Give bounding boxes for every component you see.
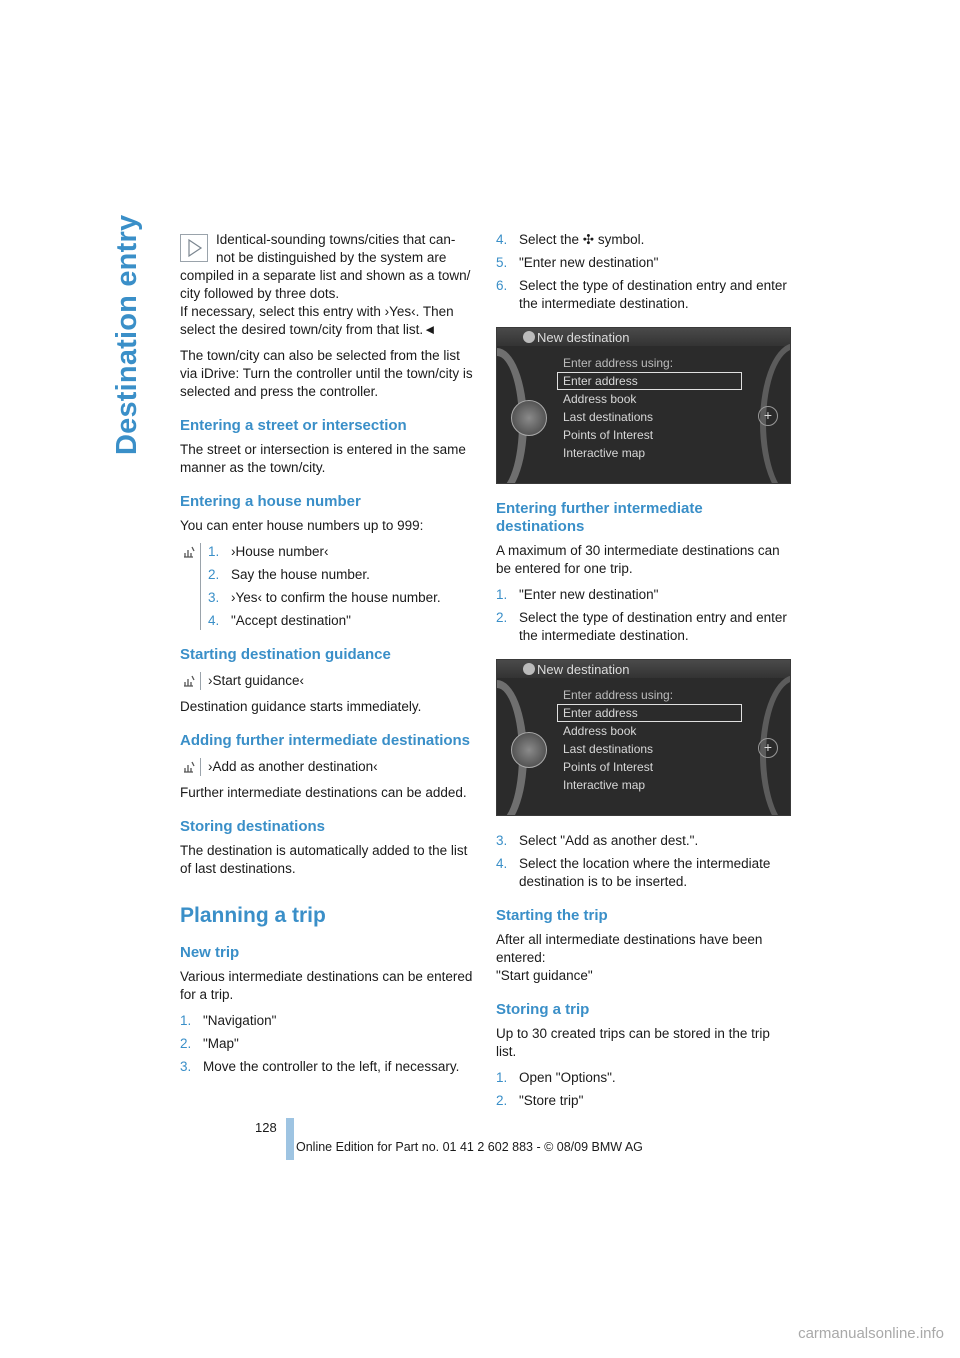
menu-item: Points of Interest bbox=[563, 760, 654, 774]
guidance-voice bbox=[180, 672, 475, 690]
note-rest: compiled in a separate list and shown as a town/ city followed by three dots. bbox=[180, 268, 471, 301]
list-item: 2. Select the type of destination entry and enter the intermediate destination. bbox=[496, 610, 787, 643]
controller-knob-icon bbox=[511, 400, 547, 436]
list-item: 1. "Enter new destination" bbox=[496, 587, 659, 602]
menu-header: Enter address using: bbox=[563, 688, 674, 702]
street-text: The street or intersection is entered in the same manner as the town/city. bbox=[180, 442, 466, 475]
voice-command-text: ›Add as another destination‹ bbox=[208, 759, 378, 774]
adding-voice bbox=[180, 758, 475, 776]
heading-house: Entering a house number bbox=[180, 493, 361, 510]
note-line-1: Identical-sounding towns/cities that can- bbox=[216, 232, 456, 247]
heading-newtrip: New trip bbox=[180, 944, 240, 961]
menu-item: Enter address bbox=[563, 374, 638, 388]
list-item: 4. Select the ✣ symbol. bbox=[496, 232, 645, 247]
list-item: 4. "Accept destination" bbox=[208, 613, 351, 628]
guidance-text: Destination guidance starts immediately. bbox=[180, 699, 422, 714]
list-item: 1. Open "Options". bbox=[496, 1070, 616, 1085]
screen-title: New destination bbox=[537, 330, 630, 345]
list-item: 3. Select "Add as another dest.". bbox=[496, 833, 699, 848]
menu-item: Points of Interest bbox=[563, 428, 654, 442]
footer-accent-bar bbox=[286, 1118, 294, 1160]
start-text-1: After all intermediate destinations have been entered: bbox=[496, 932, 763, 965]
list-item: 2. "Map" bbox=[180, 1036, 239, 1051]
list-item: 3. Move the controller to the left, if necessary. bbox=[180, 1059, 460, 1074]
list-item: 5. "Enter new destination" bbox=[496, 255, 659, 270]
heading-store-trip: Storing a trip bbox=[496, 1001, 590, 1018]
settings-icon bbox=[523, 663, 535, 675]
voice-command-icon bbox=[182, 545, 196, 559]
newtrip-text: Various intermediate destinations can be entered for a trip. bbox=[180, 969, 473, 1002]
right-column bbox=[496, 231, 791, 1115]
page-number: 128 bbox=[255, 1120, 277, 1135]
menu-item: Address book bbox=[563, 724, 637, 738]
further-text: A maximum of 30 intermediate destinations can be entered for one trip. bbox=[496, 543, 780, 576]
menu-item: Interactive map bbox=[563, 446, 646, 460]
screen-menu bbox=[563, 686, 673, 794]
heading-adding: Adding further intermediate destinations bbox=[180, 732, 471, 749]
menu-item: Address book bbox=[563, 392, 637, 406]
idrive-screenshot-2 bbox=[496, 659, 791, 816]
house-text: You can enter house numbers up to 999: bbox=[180, 518, 424, 533]
screen-menu bbox=[563, 354, 673, 462]
plus-icon: + bbox=[758, 406, 778, 426]
heading-guidance: Starting destination guidance bbox=[180, 646, 391, 663]
note-block bbox=[180, 231, 475, 339]
town-select-text: The town/city can also be selected from the list via iDrive: Turn the controller until the town/city is selected and press the controller. bbox=[180, 348, 473, 399]
heading-street: Entering a street or intersection bbox=[180, 417, 407, 434]
left-column bbox=[180, 231, 475, 1081]
menu-item: Last destinations bbox=[563, 742, 654, 756]
store-text: Up to 30 created trips can be stored in the trip list. bbox=[496, 1026, 770, 1059]
menu-item: Interactive map bbox=[563, 778, 646, 792]
storing-text: The destination is automatically added to the list of last destinations. bbox=[180, 843, 468, 876]
heading-storing: Storing destinations bbox=[180, 818, 326, 835]
settings-icon bbox=[523, 331, 535, 343]
start-text-2: "Start guidance" bbox=[496, 968, 593, 983]
heading-start-trip: Starting the trip bbox=[496, 907, 608, 924]
list-item: 1. "Navigation" bbox=[180, 1013, 277, 1028]
list-item: 4. Select the location where the intermediate destination is to be inserted. bbox=[496, 856, 771, 889]
voice-command-text: ›Start guidance‹ bbox=[208, 673, 305, 688]
list-item: 2. Say the house number. bbox=[208, 567, 370, 582]
note-line-2: not be distinguished by the system are bbox=[216, 250, 447, 265]
heading-planning: Planning a trip bbox=[180, 904, 326, 927]
menu-header: Enter address using: bbox=[563, 356, 674, 370]
house-voice-steps bbox=[180, 543, 475, 630]
screen-title: New destination bbox=[537, 662, 630, 677]
list-item: 1. ›House number‹ bbox=[208, 544, 329, 559]
footer-edition-text: Online Edition for Part no. 01 41 2 602 883 - © 08/09 BMW AG bbox=[296, 1140, 643, 1154]
adding-text: Further intermediate destinations can be added. bbox=[180, 785, 467, 800]
list-item: 3. ›Yes‹ to confirm the house number. bbox=[208, 590, 441, 605]
voice-command-icon bbox=[182, 674, 196, 688]
side-section-title: Destination entry bbox=[111, 214, 143, 455]
note-if: If necessary, select this entry with ›Yes‹. Then select the desired town/city from that list.◄ bbox=[180, 304, 454, 337]
list-item: 6. Select the type of destination entry and enter the intermediate destination. bbox=[496, 278, 787, 311]
watermark: carmanualsonline.info bbox=[798, 1325, 944, 1342]
plus-icon: + bbox=[758, 738, 778, 758]
voice-command-icon bbox=[182, 760, 196, 774]
idrive-screenshot-1 bbox=[496, 327, 791, 484]
menu-item: Enter address bbox=[563, 706, 638, 720]
list-item: 2. "Store trip" bbox=[496, 1093, 584, 1108]
heading-further: Entering further intermediate destinations bbox=[496, 500, 703, 535]
controller-knob-icon bbox=[511, 732, 547, 768]
menu-item: Last destinations bbox=[563, 410, 654, 424]
note-triangle-icon bbox=[180, 234, 208, 262]
